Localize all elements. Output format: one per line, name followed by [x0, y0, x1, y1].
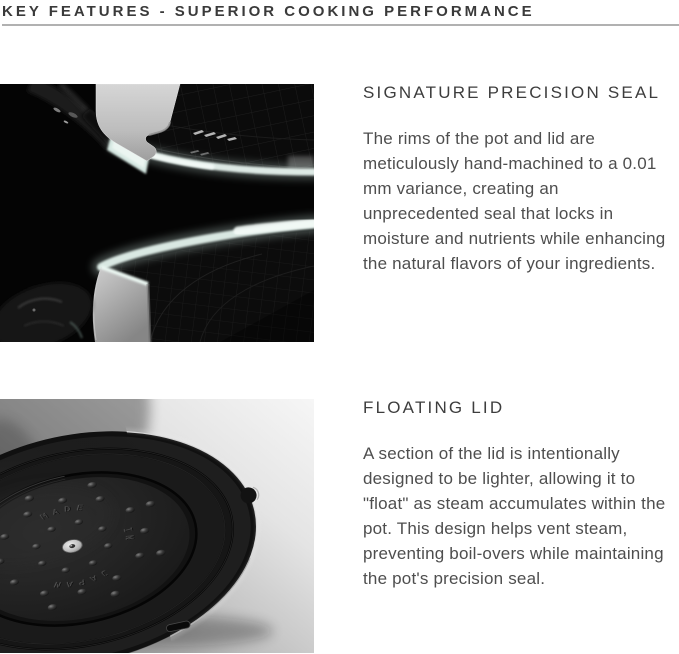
floating-lid-image	[0, 399, 314, 653]
floating-lid-photo	[0, 399, 314, 653]
lid-embossing-japan: JAPAN	[48, 568, 111, 589]
feature-heading: FLOATING LID	[363, 398, 505, 417]
page-title: KEY FEATURES - SUPERIOR COOKING PERFORMANCE	[2, 3, 535, 20]
lid-embossing-in: IN	[120, 526, 137, 544]
precision-seal-image	[0, 84, 314, 342]
feature-section-floating-lid	[0, 399, 679, 653]
feature-text-floating-lid	[363, 399, 677, 591]
feature-body: A section of the lid is intentionally designed to be lighter, allowing it to "float" as steam accumulates within the pot. This design helps vent steam, preventing boil-overs while maintaining the pot's precision seal.	[363, 444, 666, 588]
feature-text-precision-seal	[363, 84, 677, 276]
feature-section-precision-seal	[0, 84, 679, 342]
lid-embossing-made: MADE	[39, 504, 90, 522]
feature-body: The rims of the pot and lid are meticulously hand-machined to a 0.01 mm variance, creating an unprecedented seal that locks in moisture and nutrients while enhancing the natural flavors of your ingredients.	[363, 129, 666, 273]
feature-heading: SIGNATURE PRECISION SEAL	[363, 83, 661, 102]
page-header	[0, 0, 679, 26]
header-divider	[2, 24, 679, 26]
precision-seal-illustration	[0, 84, 314, 342]
